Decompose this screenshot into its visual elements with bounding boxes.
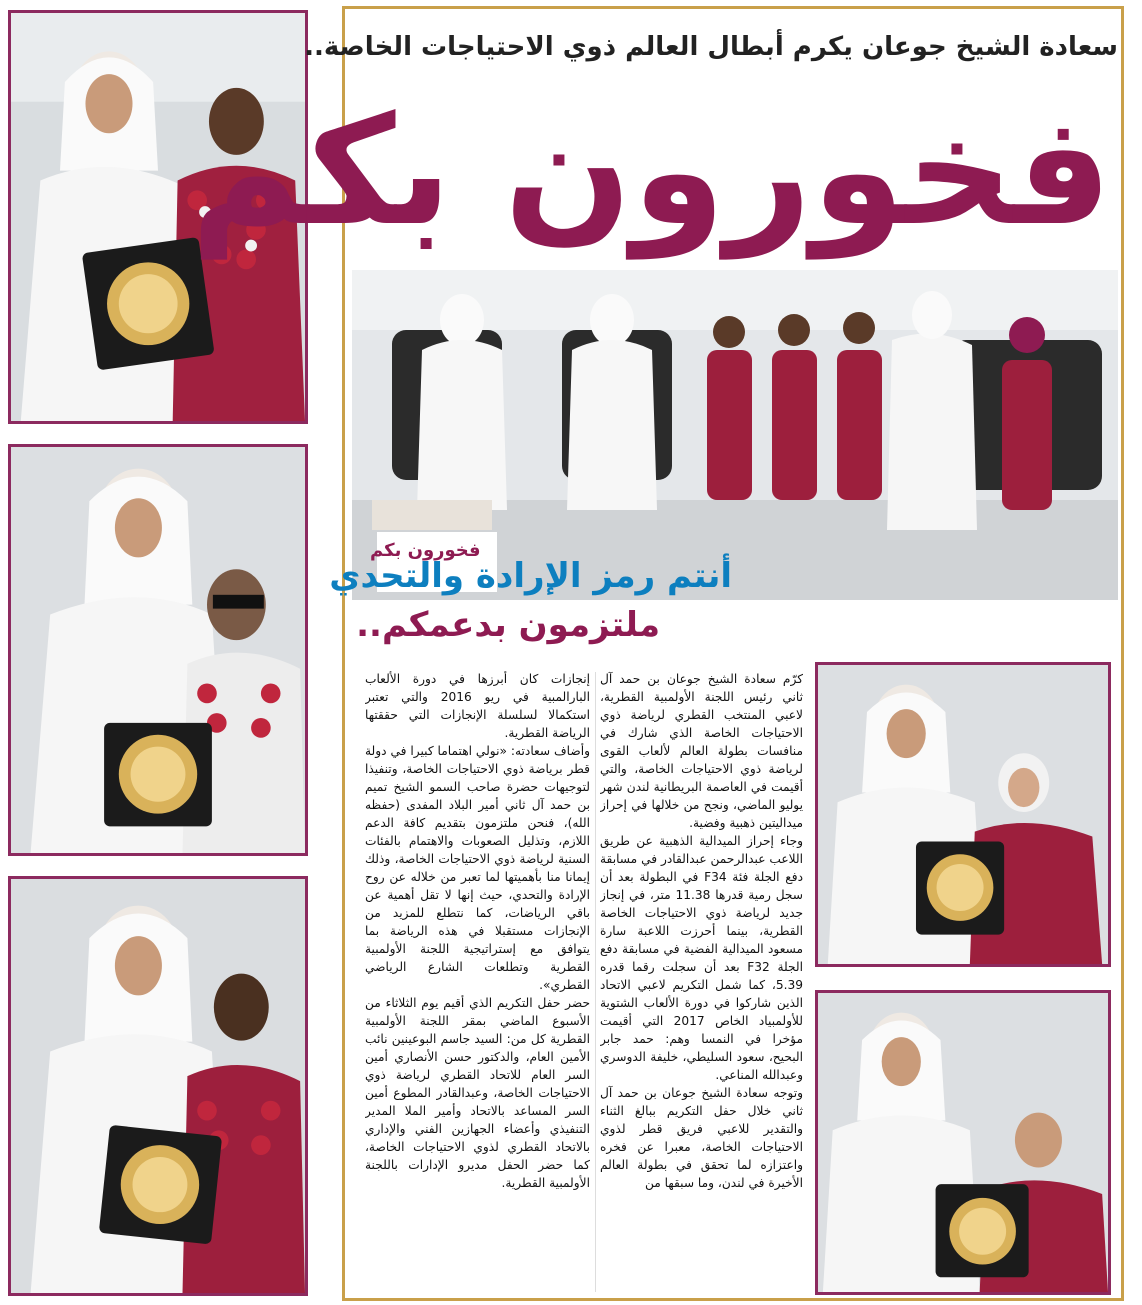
subheadline-1: أنتم رمز الإرادة والتحدي xyxy=(329,556,732,596)
paragraph: حضر حفل التكريم الذي أقيم يوم الثلاثاء من الأسبوع الماضي بمقر اللجنة الأولمبية القطرية كل من: السيد جاسم البوعينين نائب الأمين العام، والدكتور حسن الأنصاري أمين السر العام للاتحاد القطري لرياضة ذوي الاحتياجات الخاصة، وعبدالقادر المطوع أمين السر المساعد بالاتحاد وأمير الملا المدير التنفيذي وأعضاء الجهازين الفني والإداري بالاتحاد القطري لذوي الاحتياجات الخاصة، كما حضر الحفل مديرو الإدارات باللجنة الأولمبية القطرية. xyxy=(365,996,590,1190)
photo-award-2 xyxy=(8,444,308,856)
article-column-left xyxy=(365,670,590,1295)
paragraph: وأضاف سعادته: «نولي اهتماما كبيرا في دولة قطر برياضة ذوي الاحتياجات الخاصة، وتنفيذا لتوجيهات حضرة صاحب السمو الشيخ تميم بن حمد آل ثاني أمير البلاد المفدى (حفظه الله)، فنحن ملتزمون بتقديم كافة الدعم اللازم، وتذليل الصعوبات والاهتمام بالفئات السنية لرياضة ذوي الاحتياجات الخاصة، وذلك إيمانا منا بأهميتها لما تعبر من خلاله عن روح الإرادة والتحدي، حيث إنها لا تقل أهمية عن باقي الرياضات، كما نتطلع للمزيد من الإنجازات مستقبلا في هذه الرياضة بما يتوافق مع إستراتيجية اللجنة الأولمبية القطرية وتطلعات الشارع الرياضي القطري». xyxy=(365,744,590,992)
article-column-right xyxy=(600,670,803,1295)
main-group-photo xyxy=(352,270,1118,600)
photo-award-3 xyxy=(8,876,308,1296)
subheadline-2: ملتزمون بدعمكم.. xyxy=(356,605,660,645)
paragraph: كرّم سعادة الشيخ جوعان بن حمد آل ثاني رئيس اللجنة الأولمبية القطرية، لاعبي المنتخب القطري لرياضة ذوي الاحتياجات الخاصة الذي شارك في منافسات بطولة العالم لألعاب القوى لرياضة ذوي الاحتياجات الخاصة، والتي أقيمت في العاصمة البريطانية لندن شهر يوليو الماضي، ونجح من خلالها في إحراز ميداليتين ذهبية وفضية. xyxy=(600,672,803,830)
article-headline: فخورون بكم xyxy=(190,85,1112,259)
column-divider xyxy=(595,672,596,1292)
photo-award-4 xyxy=(815,662,1111,967)
paragraph: وتوجه سعادة الشيخ جوعان بن حمد آل ثاني خلال حفل التكريم ببالغ الثناء والتقدير للاعبي فريق قطر لذوي الاحتياجات الخاصة، معبرا عن فخره واعتزازه لما تحقق في بطولة العالم الأخيرة في لندن، وما سبقها من xyxy=(600,1086,803,1190)
article-kicker: سعادة الشيخ جوعان يكرم أبطال العالم ذوي الاحتياجات الخاصة.. xyxy=(304,32,1118,62)
photo-award-5 xyxy=(815,990,1111,1295)
award-photo-illustration xyxy=(818,993,1108,1292)
award-photo-illustration xyxy=(11,447,305,853)
paragraph: وجاء إحراز الميدالية الذهبية عن طريق اللاعب عبدالرحمن عبدالقادر في مسابقة دفع الجلة فئة F34 في البطولة بعد أن سجل رمية قدرها 11.38 متر، في إنجاز جديد لرياضة ذوي الاحتياجات الخاصة القطرية، بينما أحرزت اللاعبة سارة مسعود الميدالية الفضية في مسابقة دفع الجلة F32 بعد أن سجلت رقما قدره 5.39، كما شمل التكريم لاعبي الاتحاد الذين شاركوا في دورة الألعاب الشتوية للأولمبياد الخاص 2017 التي أقيمت مؤخرا في النمسا وهم: حمد جابر البحيح، سعود السليطي، خليفة الدوسري وعبدالله المناعي. xyxy=(600,834,803,1082)
paragraph: إنجازات كان أبرزها في دورة الألعاب البارالمبية في ريو 2016 والتي تعتبر استكمالا لسلسلة الإنجازات التي حققتها الرياضة القطرية. xyxy=(365,672,590,740)
photo-banner-text: فخورون بكم xyxy=(370,540,481,561)
award-photo-illustration xyxy=(11,879,305,1293)
award-photo-illustration xyxy=(818,665,1108,964)
